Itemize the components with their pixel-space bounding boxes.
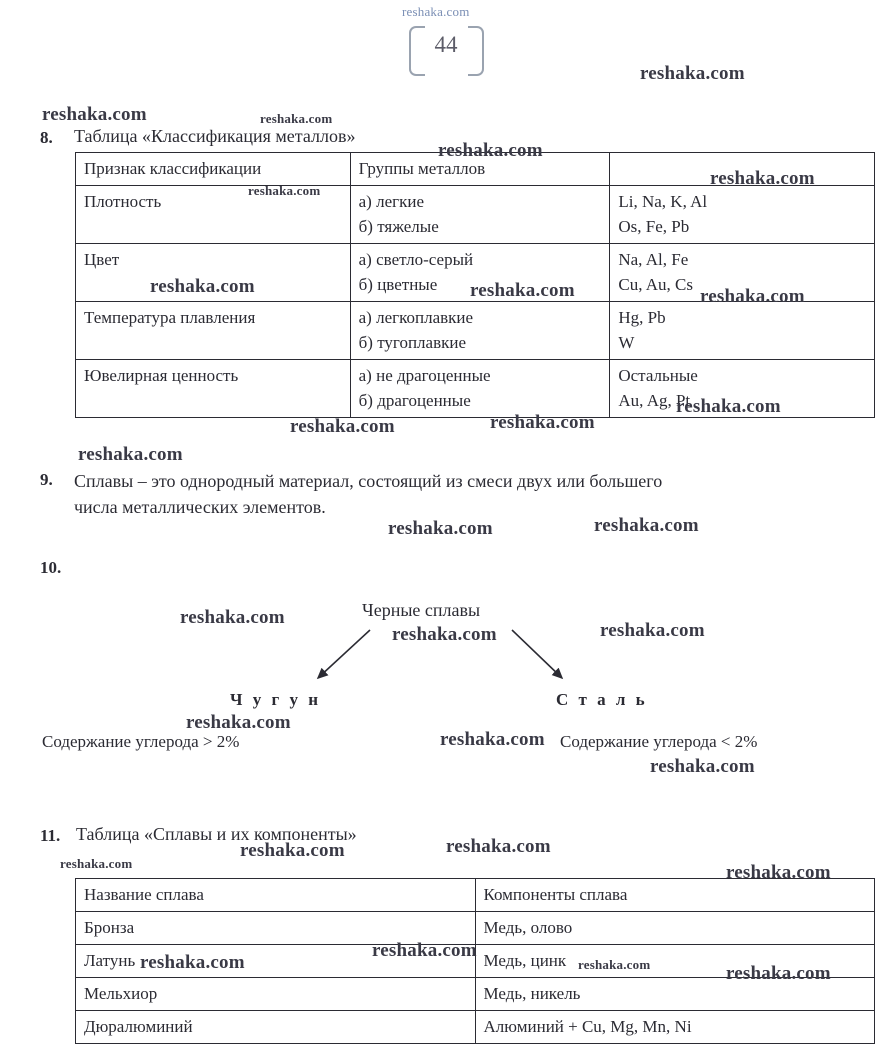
item-9-line-1: Сплавы – это однородный материал, состоящий из смеси двух или большего bbox=[74, 471, 663, 491]
watermark-11: reshaka.com bbox=[290, 416, 395, 437]
page-number-text: 44 bbox=[434, 32, 458, 57]
table-row bbox=[76, 360, 875, 418]
group-b: б) драгоценные bbox=[358, 391, 471, 410]
watermark-6: reshaka.com bbox=[248, 183, 321, 198]
diagram-root-label: Черные сплавы bbox=[362, 600, 481, 620]
example-a: Hg, Pb bbox=[618, 308, 666, 327]
watermark-12: reshaka.com bbox=[490, 412, 595, 433]
row-feature: Цвет bbox=[76, 244, 351, 302]
watermark-22: reshaka.com bbox=[240, 840, 345, 861]
watermark-24: reshaka.com bbox=[60, 856, 133, 871]
group-b: б) цветные bbox=[358, 275, 438, 294]
item-9-number: 9. bbox=[40, 470, 53, 489]
table-row bbox=[76, 244, 875, 302]
alloy-name: Дюралюминий bbox=[76, 1011, 476, 1044]
watermark-27: reshaka.com bbox=[140, 952, 245, 973]
watermark-20: reshaka.com bbox=[440, 729, 545, 750]
row-examples bbox=[610, 244, 875, 302]
alloy-components: Медь, олово bbox=[475, 912, 875, 945]
row-groups bbox=[350, 186, 610, 244]
watermark-9: reshaka.com bbox=[700, 286, 805, 307]
group-b: б) тугоплавкие bbox=[358, 333, 467, 352]
table-row bbox=[76, 978, 875, 1011]
row-groups bbox=[350, 360, 610, 418]
table-row bbox=[76, 945, 875, 978]
table-header-groups: Группы металлов bbox=[350, 153, 610, 186]
row-groups bbox=[350, 244, 610, 302]
example-a: Na, Al, Fe bbox=[618, 250, 689, 269]
bracket-right-icon bbox=[468, 26, 484, 76]
watermark-21: reshaka.com bbox=[650, 756, 755, 777]
item-11-title: Таблица «Сплавы и их компоненты» bbox=[76, 824, 357, 844]
item-9-line-2: числа металлических элементов. bbox=[74, 497, 326, 517]
classification-table bbox=[75, 152, 875, 418]
row-examples bbox=[610, 186, 875, 244]
table-row bbox=[76, 1011, 875, 1044]
example-b: W bbox=[618, 333, 635, 352]
alloy-name: Латунь bbox=[76, 945, 476, 978]
alloy-components: Медь, никель bbox=[475, 978, 875, 1011]
watermark-29: reshaka.com bbox=[726, 963, 831, 984]
table-row bbox=[76, 879, 875, 912]
alloy-name: Мельхиор bbox=[76, 978, 476, 1011]
row-groups bbox=[350, 302, 610, 360]
table-row bbox=[76, 302, 875, 360]
row-examples bbox=[610, 302, 875, 360]
row-examples bbox=[610, 360, 875, 418]
watermark-10: reshaka.com bbox=[676, 396, 781, 417]
diagram-node-cast-iron: Ч у г у н bbox=[230, 690, 321, 709]
table-header-examples bbox=[610, 153, 875, 186]
watermark-2: reshaka.com bbox=[42, 104, 147, 125]
row-feature: Температура плавления bbox=[76, 302, 351, 360]
watermark-15: reshaka.com bbox=[594, 515, 699, 536]
item-8-title: Таблица «Классификация металлов» bbox=[74, 126, 356, 146]
watermark-25: reshaka.com bbox=[726, 862, 831, 883]
group-a: а) не драгоценные bbox=[358, 366, 491, 385]
page-number-container bbox=[0, 26, 892, 64]
diagram-note-cast-iron: Содержание углерода > 2% bbox=[42, 732, 240, 751]
watermark-18: reshaka.com bbox=[600, 620, 705, 641]
item-11-number: 11. bbox=[40, 826, 61, 845]
page-number bbox=[409, 26, 484, 64]
alloys-header-name: Название сплава bbox=[76, 879, 476, 912]
watermark-1: reshaka.com bbox=[640, 63, 745, 84]
bracket-left-icon bbox=[409, 26, 425, 76]
diagram-note-steel: Содержание углерода < 2% bbox=[560, 732, 758, 751]
watermark-16: reshaka.com bbox=[180, 607, 285, 628]
alloy-components: Медь, цинк bbox=[475, 945, 875, 978]
watermark-14: reshaka.com bbox=[388, 518, 493, 539]
group-b: б) тяжелые bbox=[358, 217, 439, 236]
watermark-0: reshaka.com bbox=[402, 4, 470, 19]
row-feature: Плотность bbox=[76, 186, 351, 244]
table-header-feature: Признак классификации bbox=[76, 153, 351, 186]
table-row bbox=[76, 912, 875, 945]
alloy-components: Алюминий + Cu, Mg, Mn, Ni bbox=[475, 1011, 875, 1044]
watermark-7: reshaka.com bbox=[150, 276, 255, 297]
watermark-4: reshaka.com bbox=[438, 140, 543, 161]
alloys-table bbox=[75, 878, 875, 1044]
group-a: а) светло-серый bbox=[358, 250, 474, 269]
example-a: Li, Na, K, Al bbox=[618, 192, 708, 211]
example-a: Остальные bbox=[618, 366, 698, 385]
watermark-8: reshaka.com bbox=[470, 280, 575, 301]
watermark-26: reshaka.com bbox=[372, 940, 477, 961]
arrow-right bbox=[512, 630, 562, 678]
item-10-number: 10. bbox=[40, 558, 62, 577]
row-feature: Ювелирная ценность bbox=[76, 360, 351, 418]
watermark-17: reshaka.com bbox=[392, 624, 497, 645]
example-b: Cu, Au, Cs bbox=[618, 275, 693, 294]
table-row bbox=[76, 153, 875, 186]
item-8-number: 8. bbox=[40, 128, 53, 147]
example-b: Os, Fe, Pb bbox=[618, 217, 690, 236]
group-a: а) легкие bbox=[358, 192, 425, 211]
watermark-5: reshaka.com bbox=[710, 168, 815, 189]
table-row bbox=[76, 186, 875, 244]
diagram-node-steel: С т а л ь bbox=[556, 690, 648, 709]
watermark-23: reshaka.com bbox=[446, 836, 551, 857]
example-b: Au, Ag, Pt bbox=[618, 391, 691, 410]
alloys-header-components: Компоненты сплава bbox=[475, 879, 875, 912]
watermark-3: reshaka.com bbox=[260, 111, 333, 126]
alloy-name: Бронза bbox=[76, 912, 476, 945]
arrow-left bbox=[318, 630, 370, 678]
watermark-13: reshaka.com bbox=[78, 444, 183, 465]
group-a: а) легкоплавкие bbox=[358, 308, 474, 327]
watermark-28: reshaka.com bbox=[578, 957, 651, 972]
watermark-19: reshaka.com bbox=[186, 712, 291, 733]
